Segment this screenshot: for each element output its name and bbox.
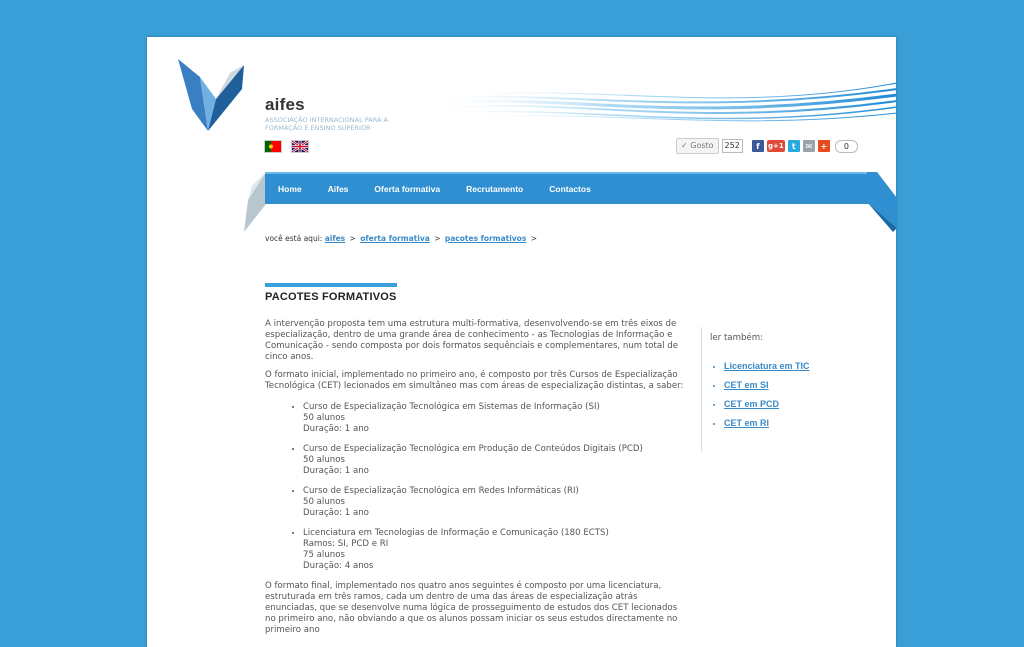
gplus-icon[interactable]: g +1 (767, 142, 784, 150)
nav-wing-right-decoration (867, 172, 896, 232)
course-detail: 50 alunos (303, 455, 345, 465)
breadcrumb-prefix: você está aqui: (265, 234, 323, 243)
nav-item-oferta-formativa[interactable]: Oferta formativa (374, 184, 441, 194)
title-accent-bar (265, 283, 397, 287)
format-paragraph: O formato inicial, implementado no primeiro ano, é composto por três Cursos de Especialização Tecnológica (CET) lecionados em simultâneo mas com áreas de especialização distintas, a saber: (265, 370, 684, 391)
sidebar-link-cet-pcd[interactable]: CET em PCD (724, 399, 780, 409)
nav-item-aifes[interactable]: Aifes (327, 184, 349, 194)
header-waves-decoration (417, 77, 896, 133)
twitter-icon[interactable]: t (788, 140, 800, 152)
like-count: 252 (722, 139, 743, 153)
course-name: Curso de Especialização Tecnológica em Sistemas de Informação (SI) (303, 402, 600, 412)
sidebar-link-cet-si[interactable]: CET em SI (724, 380, 769, 390)
list-item (303, 528, 687, 572)
portugal-flag-icon[interactable] (264, 140, 282, 153)
main-content (265, 319, 687, 643)
list-item (303, 444, 687, 477)
course-detail: 75 alunos (303, 550, 345, 560)
course-name: Licenciatura em Tecnologias de Informação e Comunicação (180 ECTS) (303, 528, 609, 538)
like-label: Gosto (690, 141, 714, 150)
course-name: Curso de Especialização Tecnológica em Redes Informáticas (RI) (303, 486, 579, 496)
course-detail: 50 alunos (303, 497, 345, 507)
language-selector (264, 140, 309, 153)
share-count: 0 (835, 140, 858, 153)
nav-item-contactos[interactable]: Contactos (549, 184, 591, 194)
breadcrumb-separator: > (434, 234, 441, 243)
final-paragraph: O formato final, implementado nos quatro anos seguintes é composto por uma licenciatura, estruturada em três ramos, cada um dentro de uma das áreas de especialização atrás enunciadas, que se desenvolve numa lógica de prosseguimento de estudos dos CET lecionados no primeiro ano, não obviando a que os alunos possam iniciar os seus estudos directamente no primeiro ano (265, 581, 678, 635)
like-button[interactable]: ✓ Gosto (676, 138, 719, 154)
related-sidebar (701, 327, 860, 452)
nav-wing-left-decoration (244, 172, 266, 232)
intro-paragraph: A intervenção proposta tem uma estrutura multi-formativa, desenvolvendo-se em três eixos de especialização, dentro de uma grande área de conhecimento - as Tecnologias de Informação e Comunicação - sendo composta por dois formatos sequênciais e complementares, num total de cinco anos. (265, 319, 679, 362)
sidebar-title: ler também: (710, 333, 763, 343)
main-navigation (265, 172, 869, 204)
page-container (147, 37, 896, 647)
breadcrumb-separator: > (349, 234, 356, 243)
breadcrumb-link-aifes[interactable]: aifes (324, 234, 346, 243)
gplus-label: +1 (772, 142, 784, 150)
course-detail: Duração: 1 ano (303, 424, 369, 434)
aifes-logo-icon[interactable] (178, 59, 244, 131)
page-title: PACOTES FORMATIVOS (265, 291, 397, 303)
share-plus-icon[interactable]: + (818, 140, 830, 152)
breadcrumb-link-oferta-formativa[interactable]: oferta formativa (360, 234, 430, 243)
breadcrumb-separator: > (530, 234, 537, 243)
sidebar-item (724, 418, 860, 429)
list-item (303, 486, 687, 519)
email-icon[interactable]: ✉ (803, 140, 815, 152)
sidebar-link-cet-ri[interactable]: CET em RI (724, 418, 770, 428)
nav-item-home[interactable]: Home (278, 184, 302, 194)
sidebar-links (710, 361, 860, 429)
breadcrumb-link-pacotes-formativos[interactable]: pacotes formativos (444, 234, 527, 243)
course-detail: 50 alunos (303, 413, 345, 423)
course-detail: Ramos: SI, PCD e RI (303, 539, 389, 549)
course-list (265, 402, 687, 572)
list-item (303, 402, 687, 435)
course-detail: Duração: 1 ano (303, 466, 369, 476)
sidebar-item (724, 380, 860, 391)
breadcrumb (265, 234, 539, 243)
nav-item-recrutamento[interactable]: Recrutamento (466, 184, 524, 194)
brand-name[interactable]: aifes (265, 95, 305, 114)
facebook-icon[interactable]: f (752, 140, 764, 152)
sidebar-item (724, 361, 860, 372)
course-detail: Duração: 1 ano (303, 508, 369, 518)
social-toolbar (676, 138, 858, 154)
course-name: Curso de Especialização Tecnológica em Produção de Conteúdos Digitais (PCD) (303, 444, 643, 454)
sidebar-item (724, 399, 860, 410)
uk-flag-icon[interactable] (291, 140, 309, 153)
brand-tagline: ASSOCIAÇÃO INTERNACIONAL PARA A FORMAÇÃO E ENSINO SUPERIOR (265, 116, 388, 132)
course-detail: Duração: 4 anos (303, 561, 374, 571)
sidebar-link-licenciatura-tic[interactable]: Licenciatura em TIC (724, 361, 810, 371)
